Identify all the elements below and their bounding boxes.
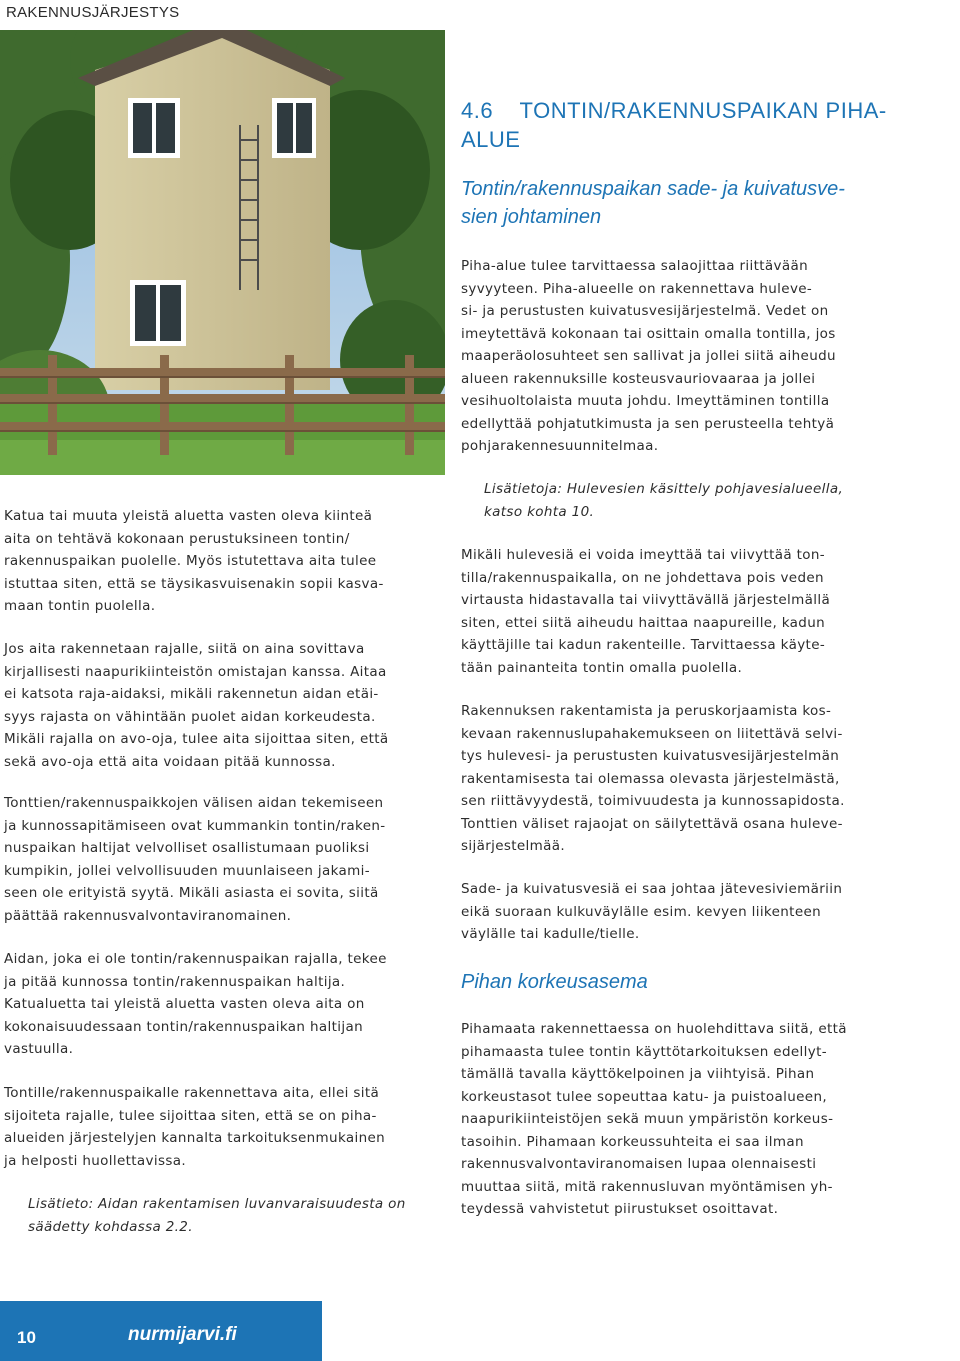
text-line: käyttäjille tai kadun rakenteille. Tarvittaessa käyte- (461, 637, 826, 653)
text-line: muuttaa siitä, mitä rakennusluvan myöntämisen yh- (461, 1178, 833, 1195)
text-line: Rakennuksen rakentamista ja peruskorjaamista kos- (461, 703, 832, 719)
text-line: Pihamaata rakennettaessa on huolehdittava siitä, että (461, 1021, 847, 1037)
drainage-heading (461, 175, 931, 231)
text-line: edellyttää pohjatutkimusta ja sen perusteella tehtyä (461, 415, 835, 432)
text-line: sijoiteta rajalle, tulee sijoittaa siten, että se on piha- (4, 1107, 377, 1124)
text-line: rakennuspaikan puolelle. Myös istutettava aita tulee (4, 553, 377, 569)
text-line: väylälle tai kadulle/tielle. (461, 926, 640, 942)
text-line: teydessä vahvistetut piirustukset osoittavat. (461, 1201, 779, 1217)
text-line: Jos aita rakennetaan rajalle, siitä on aina sovittava (4, 641, 365, 657)
text-line: ja pitää kunnossa tontin/rakennuspaikan haltija. (4, 973, 346, 990)
text-line: päättää rakennusvalvontaviranomainen. (4, 907, 292, 924)
page-number: 10 (17, 1328, 36, 1347)
text-line: Lisätietoja: Hulevesien käsittely pohjavesialueella, (484, 481, 844, 497)
fence-paragraph-2 (4, 638, 429, 773)
text-line: naapurikiinteistöjen sekä muun ympäristön korkeus- (461, 1111, 834, 1127)
drainage-paragraph-4 (461, 878, 931, 946)
text-line: sekä avo-oja että aita voidaan pitää kunnossa. (4, 753, 336, 770)
text-line: Aidan, joka ei ole tontin/rakennuspaikan rajalla, tekee (4, 951, 387, 967)
fence-paragraph-1 (4, 505, 429, 618)
text-line: kevaan rakennuslupahakemukseen on liitettävä selvi- (461, 725, 843, 742)
text-line: tilla/rakennuspaikalla, on ne johdettava pois veden (461, 569, 824, 586)
text-line: seen ole erityistä syytä. Mikäli asiasta ei sovita, siitä (4, 885, 379, 901)
text-line: kumpikin, jollei velvollisuuden muunlaiseen jakami- (4, 862, 370, 879)
text-line: sijärjestelmää. (461, 838, 566, 854)
text-line: alueiden järjestelyjen kannalta tarkoituksenmukainen (4, 1130, 386, 1146)
text-line: sen riittävyydestä, toimivuudesta ja kunnossapidosta. (461, 793, 845, 809)
text-line: syvyyteen. Piha-alueelle on rakennettava huleve- (461, 280, 813, 297)
text-line: tämällä tavalla käyttökelpoinen ja viihtyisä. Pihan (461, 1066, 815, 1082)
text-line: Katua tai muuta yleistä aluetta vasten oleva kiinteä (4, 508, 373, 524)
fence-paragraph-4 (4, 948, 429, 1061)
text-line: imeytettävä kokonaan tai osittain omalla tontilla, jos (461, 325, 836, 342)
drainage-paragraph-3 (461, 700, 931, 858)
text-line: Tonttien/rakennuspaikkojen välisen aidan tekemiseen (4, 795, 384, 811)
section-title-line2: ALUE (461, 127, 521, 152)
text-line: aita on tehtävä kokonaan perustuksineen tontin/ (4, 530, 350, 547)
drainage-heading-line1: Tontin/rakennuspaikan sade- ja kuivatusve- (461, 178, 845, 200)
text-line: katso kohta 10. (484, 503, 595, 520)
text-line: Mikäli rajalla on avo-oja, tulee aita sijoittaa siten, että (4, 731, 389, 747)
text-line: kokonaisuudessaan tontin/rakennuspaikan haltijan (4, 1018, 363, 1035)
text-line: rakentamisesta tai olemassa olevasta järjestelmästä, (461, 770, 840, 787)
text-line: ja helposti huollettavissa. (4, 1152, 186, 1169)
text-line: pohjarakennesuunnitelmaa. (461, 438, 659, 454)
section-title (461, 96, 931, 154)
text-line: korkeustasot tulee sopeuttaa katu- ja puistoalueen, (461, 1088, 828, 1105)
text-line: siten, ettei siitä aiheudu haittaa naapureille, kadun (461, 614, 826, 631)
text-line: eikä suoraan kulkuväylälle esim. kevyen liikenteen (461, 903, 822, 920)
text-line: Lisätieto: Aidan rakentamisen luvanvaraisuudesta on (28, 1196, 406, 1212)
elevation-paragraph (461, 1018, 931, 1221)
drainage-paragraph (461, 255, 931, 458)
text-line: Tontille/rakennuspaikalle rakennettava aita, ellei sitä (4, 1085, 380, 1101)
section-title-line1: TONTIN/RAKENNUSPAIKAN PIHA- (519, 98, 887, 123)
text-line: maaperäolosuhteet sen sallivat ja jollei siitä aiheudu (461, 348, 836, 364)
text-line: vesihuoltolaista muuta johdu. Imeyttäminen tontilla (461, 393, 830, 409)
text-line: kirjallisesti naapurikiinteistön omistajan kanssa. Aitaa (4, 663, 387, 680)
text-line: Sade- ja kuivatusvesiä ei saa johtaa jätevesiviemäriin (461, 881, 843, 897)
text-line: säädetty kohdassa 2.2. (28, 1218, 193, 1235)
text-line: ja kunnossapitämiseen ovat kummankin tontin/raken- (4, 817, 386, 834)
text-line: virtausta hidastavalla tai viivyttävällä järjestelmällä (461, 592, 831, 608)
text-line: nuspaikan haltijat velvolliset osallistumaan puoliksi (4, 840, 370, 856)
elevation-heading: Pihan korkeusasema (461, 971, 648, 993)
text-line: ei katsota raja-aidaksi, mikäli rakennetun aidan etäi- (4, 686, 379, 702)
text-line: Katualuetta tai yleistä aluetta vasten oleva aita on (4, 996, 365, 1012)
house-with-wooden-fence-photo (0, 30, 445, 475)
text-line: si- ja perustusten kuivatusvesijärjestelmä. Vedet on (461, 303, 829, 319)
photo-illustration (0, 30, 445, 475)
text-line: syys rajasta on vähintään puolet aidan korkeudesta. (4, 708, 376, 725)
running-header: RAKENNUSJÄRJESTYS (6, 4, 180, 21)
text-line: tys hulevesi- ja perustusten kuivatusvesijärjestelmän (461, 748, 840, 764)
drainage-heading-line2: sien johtaminen (461, 206, 602, 228)
drainage-note (484, 478, 924, 523)
text-line: istuttaa siten, että se täysikasvuisenakin sopii kasva- (4, 575, 384, 592)
text-line: Mikäli hulevesiä ei voida imeyttää tai viivyttää ton- (461, 547, 825, 563)
text-line: pihamaasta tulee tontin käyttötarkoituksen edellyt- (461, 1043, 827, 1060)
text-line: tasoihin. Pihamaan korkeussuhteita ei saa ilman (461, 1133, 804, 1150)
text-line: alueen rakennuksille kosteusvauriovaaraa ja jollei (461, 370, 816, 387)
footer-site-link[interactable]: nurmijarvi.fi (128, 1324, 237, 1345)
text-line: tään painanteita tontin omalla puolella. (461, 659, 743, 676)
text-line: vastuulla. (4, 1041, 74, 1057)
fence-paragraph-5 (4, 1082, 429, 1172)
fence-note (28, 1193, 438, 1238)
text-line: maan tontin puolella. (4, 598, 156, 614)
text-line: Piha-alue tulee tarvittaessa salaojittaa riittävään (461, 258, 808, 274)
text-line: Tonttien väliset rajaojat on säilytettävä osana huleve- (461, 815, 843, 832)
fence-paragraph-3 (4, 792, 429, 927)
drainage-paragraph-2 (461, 544, 931, 679)
section-number: 4.6 (461, 98, 494, 123)
text-line: rakennusvalvontaviranomaisen lupaa olennaisesti (461, 1156, 817, 1172)
